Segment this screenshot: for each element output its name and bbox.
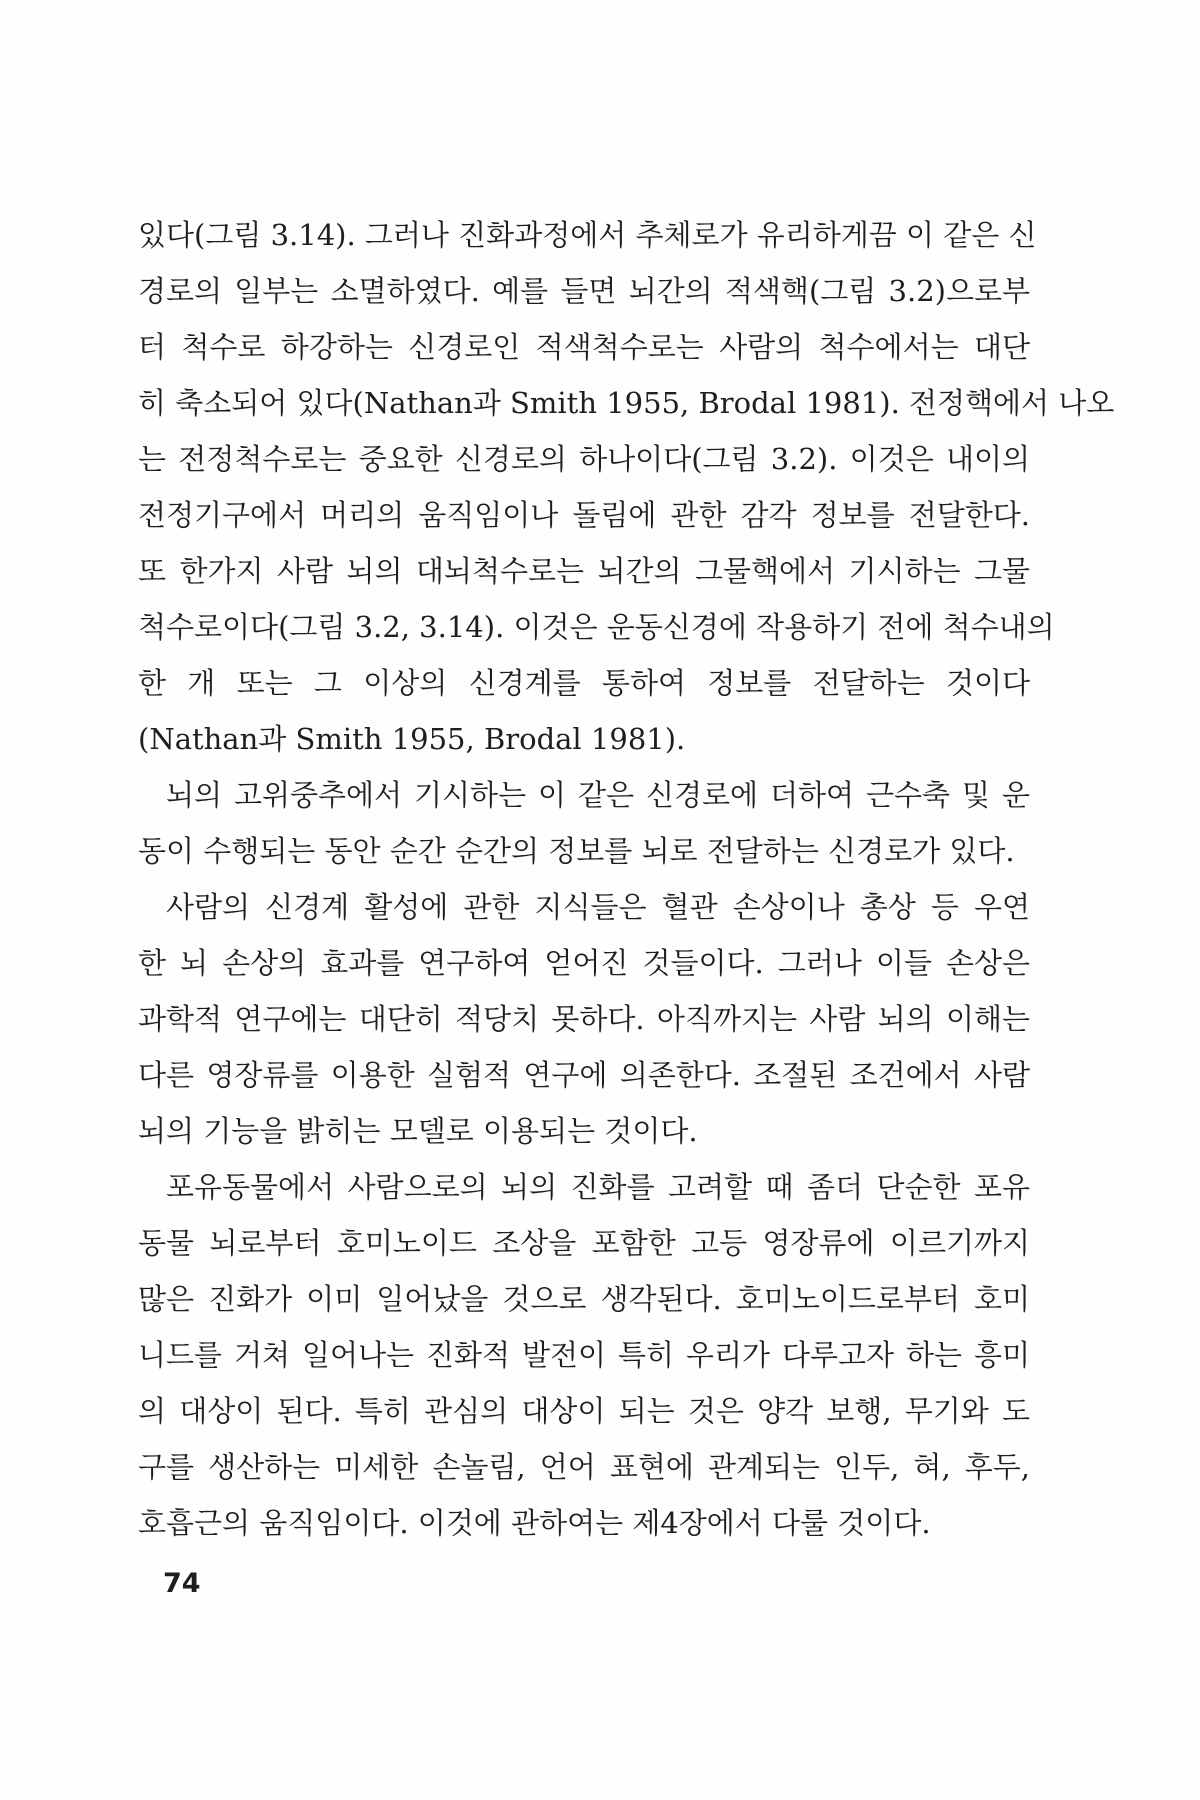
text-line: 뇌의 기능을 밝히는 모델로 이용되는 것이다. — [138, 1114, 698, 1148]
text-line: 동이 수행되는 동안 순간 순간의 정보를 뇌로 전달하는 신경로가 있다. — [138, 834, 1015, 868]
body-text — [138, 207, 1115, 1551]
text-line: 척수로이다(그림 3.2, 3.14). 이것은 운동신경에 작용하기 전에 척수내의 — [138, 610, 1055, 644]
text-line: 경로의 일부는 소멸하였다. 예를 들면 뇌간의 적색핵(그림 3.2)으로부 — [138, 274, 1030, 308]
text-line: 있다(그림 3.14). 그러나 진화과정에서 추체로가 유리하게끔 이 같은 신 — [138, 218, 1037, 252]
text-line: 과학적 연구에는 대단히 적당치 못하다. 아직까지는 사람 뇌의 이해는 — [138, 1002, 1030, 1036]
text-line: 한 개 또는 그 이상의 신경계를 통하여 정보를 전달하는 것이다 — [138, 666, 1030, 700]
text-line: 다른 영장류를 이용한 실험적 연구에 의존한다. 조절된 조건에서 사람 — [138, 1058, 1030, 1092]
text-line: (Nathan과 Smith 1955, Brodal 1981). — [138, 722, 686, 756]
text-line: 호흡근의 움직임이다. 이것에 관하여는 제4장에서 다룰 것이다. — [138, 1506, 931, 1540]
text-line: 는 전정척수로는 중요한 신경로의 하나이다(그림 3.2). 이것은 내이의 — [138, 442, 1030, 476]
text-line: 동물 뇌로부터 호미노이드 조상을 포함한 고등 영장류에 이르기까지 — [138, 1226, 1030, 1260]
text-line: 구를 생산하는 미세한 손놀림, 언어 표현에 관계되는 인두, 혀, 후두, — [138, 1450, 1030, 1484]
page-number: 74 — [163, 1568, 201, 1599]
text-line: 히 축소되어 있다(Nathan과 Smith 1955, Brodal 1981). 전정핵에서 나오 — [138, 386, 1115, 420]
text-line: 사람의 신경계 활성에 관한 지식들은 혈관 손상이나 총상 등 우연 — [166, 890, 1030, 924]
text-line: 니드를 거쳐 일어나는 진화적 발전이 특히 우리가 다루고자 하는 흥미 — [138, 1338, 1030, 1372]
text-line: 터 척수로 하강하는 신경로인 적색척수로는 사람의 척수에서는 대단 — [138, 330, 1030, 364]
text-line: 포유동물에서 사람으로의 뇌의 진화를 고려할 때 좀더 단순한 포유 — [166, 1170, 1030, 1204]
text-line: 또 한가지 사람 뇌의 대뇌척수로는 뇌간의 그물핵에서 기시하는 그물 — [138, 554, 1030, 588]
text-line: 많은 진화가 이미 일어났을 것으로 생각된다. 호미노이드로부터 호미 — [138, 1282, 1030, 1316]
text-line: 뇌의 고위중추에서 기시하는 이 같은 신경로에 더하여 근수축 및 운 — [166, 778, 1030, 812]
text-line: 의 대상이 된다. 특히 관심의 대상이 되는 것은 양각 보행, 무기와 도 — [138, 1394, 1030, 1428]
text-line: 한 뇌 손상의 효과를 연구하여 얻어진 것들이다. 그러나 이들 손상은 — [138, 946, 1030, 980]
text-line: 전정기구에서 머리의 움직임이나 돌림에 관한 감각 정보를 전달한다. — [138, 498, 1030, 532]
